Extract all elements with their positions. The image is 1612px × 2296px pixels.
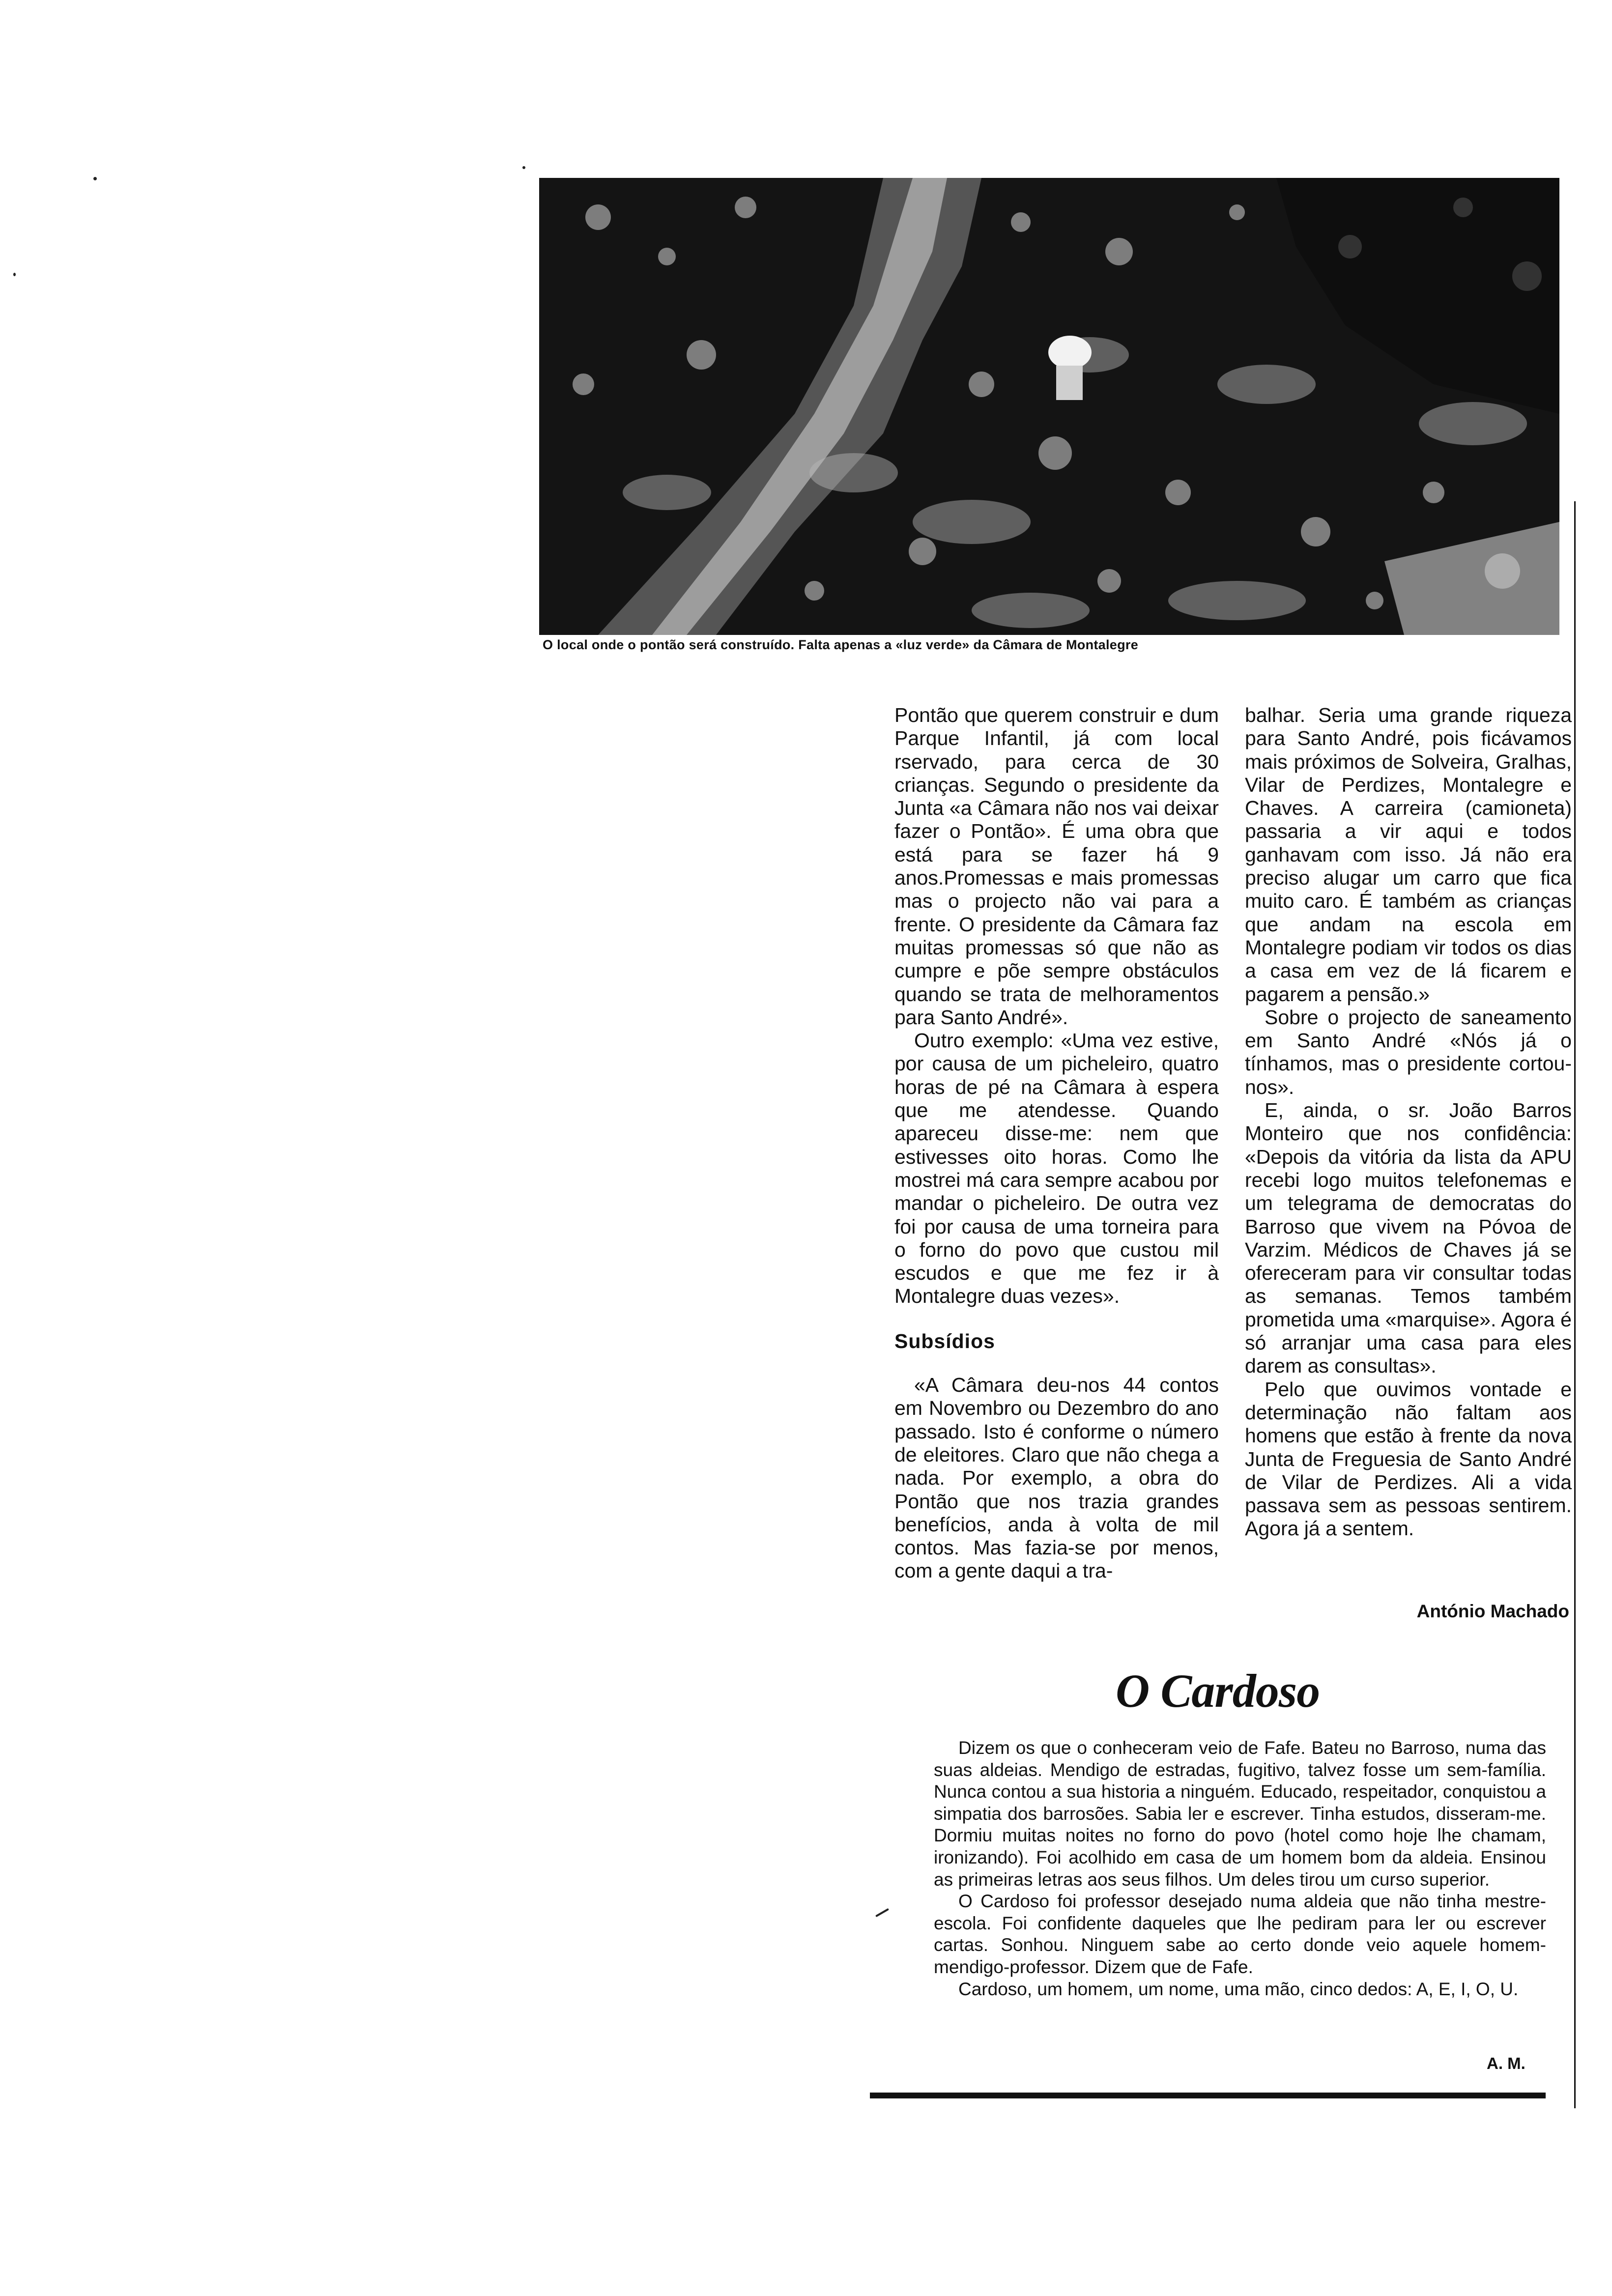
scan-speck [13,273,16,276]
box-text [934,1737,1546,2000]
stream-photo-image [539,178,1559,635]
article-paragraph: E, ainda, o sr. João Barros Monteiro que nos confidência: «Depois da vitória da lista da APU recebi logo muitos telefonemas e um telegrama de democratas do Barroso que vivem na Póvoa de Varzim. Médicos de Chaves já se ofereceram para vir consultar todas as semanas. Temos também prometida uma «marquise». Agora é só arranjar uma casa para eles darem as consultas». [1245,1099,1572,1378]
article-paragraph: «A Câmara deu-nos 44 contos em Novembro ou Dezembro do ano passado. Isto é conforme o número de eleitores. Claro que não chega a nada. Por exemplo, a obra do Pontão que nos trazia grandes benefícios, anda à volta de mil contos. Mas fazia-se por menos, com a gente daqui a tra- [894,1374,1219,1582]
box-signature: A. M. [1487,2054,1526,2072]
box-title: O Cardoso [1116,1665,1320,1717]
box-paragraph: O Cardoso foi professor desejado numa aldeia que não tinha mestre-escola. Foi confidente daqueles que lhe pediram para ler ou escrever cartas. Sonhou. Ninguem sabe ao certo donde veio aquele homem-mendigo-professor. Dizem que de Fafe. [934,1891,1546,1977]
article-right-column [1245,704,1572,1541]
article-left-column [894,704,1219,1583]
article-paragraph: Outro exemplo: «Uma vez estive, por causa de um picheleiro, quatro horas de pé na Câmara à espera que me atendesse. Quando apareceu disse-me: nem que estivesses oito horas. Como lhe mostrei má cara sempre acabou por mandar o picheleiro. De outra vez foi por causa de uma torneira para o forno do povo que custou mil escudos e que me fez ir à Montalegre duas vezes». [894,1029,1219,1308]
bottom-rule [870,2093,1546,2098]
article-paragraph: Sobre o projecto de saneamento em Santo André «Nós já o tínhamos, mas o presidente cortou-nos». [1245,1005,1572,1098]
scan-speck [93,177,97,180]
scan-speck [875,1908,889,1917]
article-photo [539,178,1559,635]
article-paragraph: Pelo que ouvimos vontade e determinação não faltam aos homens que estão à frente da nova Junta de Freguesia de Santo André de Vilar de Perdizes. Ali a vida passava sem as pessoas sentirem. Agora já a sentem. [1245,1378,1572,1540]
article-paragraph: balhar. Seria uma grande riqueza para Santo André, pois ficávamos mais próximos de Solveira, Gralhas, Vilar de Perdizes, Montalegre e Chaves. A carreira (camioneta) passaria a vir aqui e todos ganhavam com isso. Já não era preciso alugar um carro que fica muito caro. É também as crianças que andam na escola em Montalegre podiam vir todos os dias a casa em vez de lá ficarem e pagarem a pensão.» [1245,704,1572,1005]
subheading-subsidios: Subsídios [894,1329,995,1352]
box-paragraph: Dizem os que o conheceram veio de Fafe. Bateu no Barroso, numa das suas aldeias. Mendigo de estradas, fugitivo, talvez fosse um sem-família. Nunca contou a sua historia a ninguém. Educado, respeitador, conquistou a simpatia dos barrosões. Sabia ler e escrever. Tinha estudos, disseram-me. Dormiu muitas noites no forno do povo (hotel como hoje lhe chamam, ironizando). Foi acolhido em casa de um homem bom da aldeia. Ensinou as primeiras letras aos seus filhos. Um deles tirou um curso superior. [934,1738,1546,1890]
column-border-line [1574,501,1576,2108]
box-paragraph: Cardoso, um homem, um nome, uma mão, cinco dedos: A, E, I, O, U. [958,1979,1519,1999]
article-paragraph: Pontão que querem construir e dum Parque Infantil, já com local rservado, para cerca de 30 crianças. Segundo o presidente da Junta «a Câmara não nos vai deixar fazer o Pontão». É uma obra que está para se fazer há 9 anos.Promessas e mais promessas mas o projecto não vai para a frente. O presidente da Câmara faz muitas promessas só que não as cumpre e põe sempre obstáculos quando se trata de melhoramentos para Santo André». [894,704,1219,1029]
scan-speck [522,166,525,169]
photo-caption: O local onde o pontão será construído. Falta apenas a «luz verde» da Câmara de Montalegre [543,637,1139,652]
article-byline: António Machado [1416,1601,1569,1621]
